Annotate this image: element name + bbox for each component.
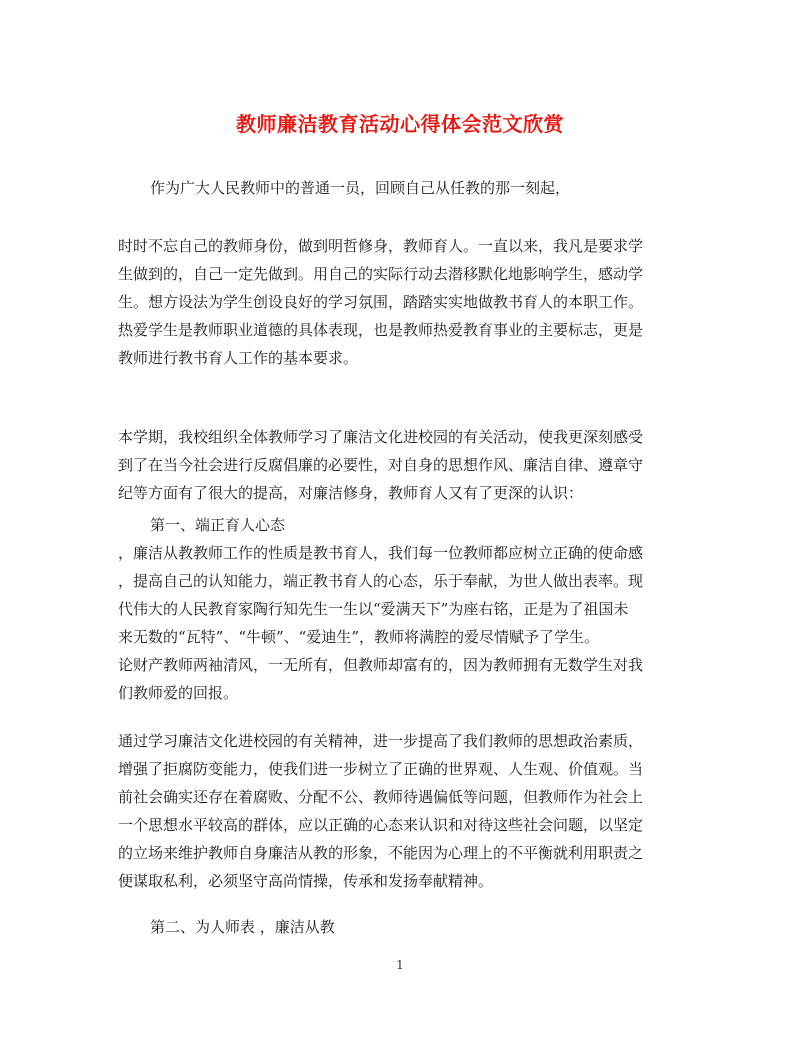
paragraph-3-line: 论财产教师两袖清风，一无所有，但教师却富有的，因为教师拥有无数学生对我: [118, 656, 644, 674]
paragraph-3-line: 们教师爱的回报。: [118, 684, 239, 702]
paragraph-2-line: 本学期，我校组织全体教师学习了廉洁文化进校园的有关活动，使我更深刻感受: [118, 428, 644, 446]
paragraph-4-line: 的立场来维护教师自身廉洁从教的形象，不能因为心理上的不平衡就利用职责之: [118, 844, 644, 862]
paragraph-4-line: 前社会确实还存在着腐败、分配不公、教师待遇偏低等问题，但教师作为社会上: [118, 788, 644, 806]
paragraph-4-line: 增强了拒腐防变能力，使我们进一步树立了正确的世界观、人生观、价值观。当: [118, 760, 644, 778]
page-number: 1: [396, 958, 404, 972]
paragraph-4: [118, 727, 688, 895]
paragraph-2: [118, 423, 688, 507]
paragraph-1-line: 热爱学生是教师职业道德的具体表现，也是教师热爱教育事业的主要标志，更是: [118, 321, 644, 339]
paragraph-1-line: 时时不忘自己的教师身份，做到明哲修身，教师育人。一直以来，我凡是要求学: [118, 237, 644, 255]
paragraph-4-line: 通过学习廉洁文化进校园的有关精神，进一步提高了我们教师的思想政治素质，: [118, 732, 644, 750]
paragraph-4-line: 便谋取私利，必须坚守高尚情操，传承和发扬奉献精神。: [118, 872, 494, 890]
paragraph-4-line: 一个思想水平较高的群体，应以正确的心态来认识和对待这些社会问题，以坚定: [118, 816, 644, 834]
paragraph-3-line: 代伟大的人民教育家陶行知先生一生以“爱满天下”为座右铭，正是为了祖国未: [118, 600, 629, 618]
paragraph-3-line: 来无数的“瓦特”、“牛顿”、“爱迪生”，教师将满腔的爱尽情赋予了学生。: [118, 628, 600, 646]
paragraph-2-line: 纪等方面有了很大的提高，对廉洁修身，教师育人又有了更深的认识：: [118, 484, 584, 502]
paragraph-2-line: 到了在当今社会进行反腐倡廉的必要性，对自身的思想作风、廉洁自律、遵章守: [118, 456, 644, 474]
section-heading-2: 第二、为人师表 ，廉洁从教: [150, 918, 335, 936]
paragraph-1: [118, 232, 688, 372]
paragraph-3: [118, 539, 688, 707]
document-title: 教师廉洁教育活动心得体会范文欣赏: [236, 112, 564, 136]
paragraph-3-line: ，廉洁从教教师工作的性质是教书育人，我们每一位教师都应树立正确的使命感: [118, 544, 644, 562]
paragraph-1-line: 教师进行教书育人工作的基本要求。: [118, 349, 359, 367]
paragraph-3-line: ，提高自己的认知能力，端正教书育人的心态，乐于奉献，为世人做出表率。现: [118, 572, 644, 590]
paragraph-1-line: 生。想方设法为学生创设良好的学习氛围，踏踏实实地做教书育人的本职工作。: [118, 293, 644, 311]
section-heading-1: 第一、端正育人心态: [150, 516, 286, 534]
paragraph-1-line: 生做到的，自己一定先做到。用自己的实际行动去潜移默化地影响学生，感动学: [118, 265, 644, 283]
intro-line: 作为广大人民教师中的普通一员，回顾自己从任教的那一刻起，: [150, 179, 571, 197]
